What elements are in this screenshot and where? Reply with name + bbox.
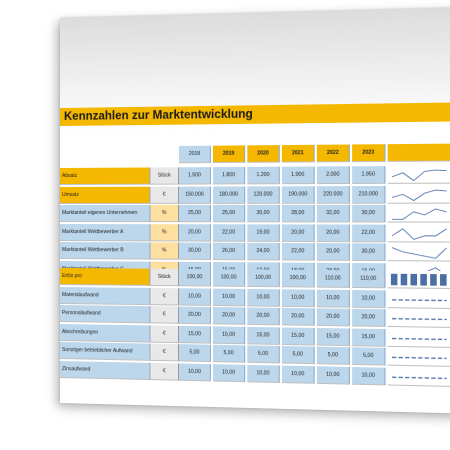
- table-cell[interactable]: 30,00: [179, 243, 211, 260]
- table-cell[interactable]: 15,00: [317, 327, 350, 345]
- sparkline-dash: [388, 367, 450, 386]
- spark-bar: [391, 274, 398, 286]
- table-cell[interactable]: 20,00: [282, 224, 315, 242]
- row-unit: €: [150, 287, 179, 305]
- table-cell[interactable]: 15,00: [282, 327, 315, 345]
- sparkline-cell: [388, 290, 450, 309]
- table-cell[interactable]: 100,00: [282, 270, 315, 288]
- table-cell[interactable]: 10,00: [213, 364, 245, 382]
- table-row: [60, 166, 450, 185]
- sparkline-line: [388, 166, 450, 184]
- sparkline-cell: [388, 185, 450, 203]
- spark-line: [392, 299, 447, 300]
- spark-line: [392, 338, 447, 339]
- table-cell[interactable]: 1.900: [282, 167, 315, 185]
- row-unit: %: [150, 242, 179, 259]
- table-cell[interactable]: 20,00: [179, 307, 211, 325]
- table-cell[interactable]: 20,00: [179, 224, 211, 241]
- row-unit: %: [150, 205, 179, 222]
- sparkline-line: [388, 205, 450, 223]
- table-cell[interactable]: 150.000: [179, 186, 211, 203]
- sparkline-cell: [388, 309, 450, 328]
- table-cell[interactable]: 20,00: [213, 307, 245, 325]
- table-cell[interactable]: 22,00: [352, 224, 385, 242]
- row-unit: €: [150, 362, 179, 380]
- sparkline-cell: [388, 205, 450, 223]
- table-cell[interactable]: 30,00: [352, 243, 385, 261]
- table-cell[interactable]: 28,00: [282, 205, 315, 223]
- table-cell[interactable]: 5,00: [317, 347, 350, 365]
- sparkline-bars: [388, 271, 450, 289]
- table-cell[interactable]: 10,00: [179, 363, 211, 381]
- sparkline-cell: [388, 329, 450, 348]
- table-cell[interactable]: 26,00: [213, 243, 245, 261]
- spark-line: [392, 377, 447, 378]
- sparkline-dash: [388, 329, 450, 348]
- sparkline-line: [388, 185, 450, 203]
- table-cell[interactable]: 120.000: [247, 186, 280, 204]
- sparkline-cell: [388, 166, 450, 184]
- table-cell[interactable]: 10,00: [352, 366, 385, 384]
- spark-bar: [430, 274, 437, 286]
- row-unit: €: [150, 186, 179, 203]
- spreadsheet-sheet: [60, 7, 450, 413]
- table-cell[interactable]: 15,00: [247, 326, 280, 344]
- sparkline-cell: [388, 271, 450, 289]
- table-cell[interactable]: 1.950: [352, 166, 385, 184]
- table-cell[interactable]: 20,00: [247, 307, 280, 325]
- table-cell[interactable]: 100,00: [179, 269, 211, 287]
- table-cell[interactable]: 5,00: [247, 345, 280, 363]
- row-unit: Stück: [150, 167, 179, 184]
- table-cell[interactable]: 24,00: [247, 243, 280, 261]
- table-cell[interactable]: 10,00: [213, 288, 245, 306]
- table-row: [60, 185, 450, 203]
- sparkline-dash: [388, 309, 450, 328]
- row-unit: %: [150, 224, 179, 241]
- spark-bar: [420, 274, 427, 286]
- year-header-2021: 2021: [282, 145, 315, 163]
- sparkline-dash: [388, 290, 450, 309]
- year-header-2018: 2018: [179, 146, 211, 164]
- row-label: Sonstiger betrieblicher Aufwand: [60, 342, 150, 361]
- sparkline-line: [388, 224, 450, 242]
- spark-line: [392, 319, 447, 320]
- spark-bar: [440, 274, 447, 286]
- row-label: Zinsaufwand: [60, 361, 150, 380]
- year-header-2019: 2019: [213, 145, 245, 163]
- row-label: Erlös pro: [60, 268, 150, 286]
- table-cell[interactable]: 10,00: [247, 288, 280, 306]
- table-row: [60, 242, 450, 262]
- spark-line: [392, 357, 447, 358]
- table-cell[interactable]: 100,00: [213, 269, 245, 287]
- table-cell[interactable]: 22,00: [213, 224, 245, 241]
- table-row: [60, 205, 450, 223]
- table-cell[interactable]: 1.500: [179, 167, 211, 184]
- page-title: Kennzahlen zur Marktentwicklung: [63, 108, 253, 123]
- table-cell[interactable]: 30,00: [247, 205, 280, 223]
- table-cell[interactable]: 20,00: [317, 308, 350, 326]
- row-unit: €: [150, 344, 179, 362]
- sparkline-cell: [388, 367, 450, 386]
- table-cell[interactable]: 190.000: [282, 186, 315, 204]
- year-header-2023: 2023: [352, 144, 385, 162]
- table-cell[interactable]: 220.000: [317, 186, 350, 204]
- spark-bar: [401, 274, 408, 286]
- table-cell[interactable]: 20,00: [317, 243, 350, 261]
- row-unit: €: [150, 306, 179, 324]
- table-cell[interactable]: 22,00: [282, 243, 315, 261]
- table-cell[interactable]: 15,00: [179, 325, 211, 343]
- row-label: Materialaufwand: [60, 287, 150, 305]
- table-cell[interactable]: 30,00: [352, 205, 385, 223]
- spark-line: [392, 209, 447, 220]
- year-header-2020: 2020: [247, 145, 280, 163]
- table-cell[interactable]: 10,00: [179, 288, 211, 306]
- table-cell[interactable]: 15,00: [213, 326, 245, 344]
- spark-line: [392, 228, 447, 239]
- table-cell[interactable]: 5,00: [282, 346, 315, 364]
- table-cell[interactable]: 100,00: [247, 269, 280, 287]
- table-cell[interactable]: 5,00: [352, 347, 385, 365]
- spark-line: [392, 248, 447, 259]
- row-label: Abschreibungen: [60, 324, 150, 343]
- row-unit: €: [150, 325, 179, 343]
- row-label: Marktanteil Wettbewerber A: [60, 224, 150, 241]
- table-cell[interactable]: 20,00: [352, 309, 385, 327]
- table-cell[interactable]: 2.000: [317, 166, 350, 184]
- row-label: Personalaufwand: [60, 305, 150, 323]
- table-cell[interactable]: 15,00: [352, 328, 385, 346]
- table-cell[interactable]: 25,00: [213, 205, 245, 222]
- table-cell[interactable]: 110,00: [352, 270, 385, 288]
- spark-line: [392, 189, 447, 200]
- sparkline-cell: [388, 348, 450, 367]
- spark-bar: [410, 274, 417, 286]
- table-cell[interactable]: 10,00: [352, 290, 385, 308]
- table-cell[interactable]: 180.000: [213, 186, 245, 203]
- table-cell[interactable]: 1.200: [247, 167, 280, 185]
- row-unit: Stück: [150, 269, 179, 287]
- row-label: Marktanteil eigenes Unternehmen: [60, 205, 150, 222]
- table-cell[interactable]: 10,00: [317, 366, 350, 384]
- table-cell[interactable]: 10,00: [282, 365, 315, 383]
- sparkline-cell: [388, 243, 450, 261]
- sparkline-dash: [388, 348, 450, 367]
- header-row: [60, 143, 450, 164]
- table-row: [60, 224, 450, 243]
- table-cell[interactable]: 210.000: [352, 185, 385, 203]
- row-label: Umsatz: [60, 186, 150, 203]
- table-cell[interactable]: 25,00: [179, 205, 211, 222]
- sparkline-cell: [388, 224, 450, 242]
- table-cell[interactable]: 19,00: [247, 224, 280, 242]
- row-label: Absatz: [60, 167, 150, 185]
- table-cell[interactable]: 32,00: [317, 205, 350, 223]
- sparkline-line: [388, 243, 450, 261]
- table-cell[interactable]: 10,00: [247, 364, 280, 382]
- table-cell[interactable]: 110,00: [317, 270, 350, 288]
- table-cell[interactable]: 20,00: [317, 224, 350, 242]
- table-cell[interactable]: 5,00: [213, 345, 245, 363]
- table-cell[interactable]: 10,00: [282, 289, 315, 307]
- table-cell[interactable]: 10,00: [317, 289, 350, 307]
- row-label: Marktanteil Wettbewerber B: [60, 242, 150, 260]
- table-cell[interactable]: 1.800: [213, 167, 245, 185]
- table-row: [60, 268, 450, 289]
- sparkline-header: [388, 144, 450, 162]
- table-cell[interactable]: 5,00: [179, 344, 211, 362]
- spark-line: [392, 170, 447, 181]
- table-cell[interactable]: 20,00: [282, 308, 315, 326]
- year-header-2022: 2022: [317, 144, 350, 162]
